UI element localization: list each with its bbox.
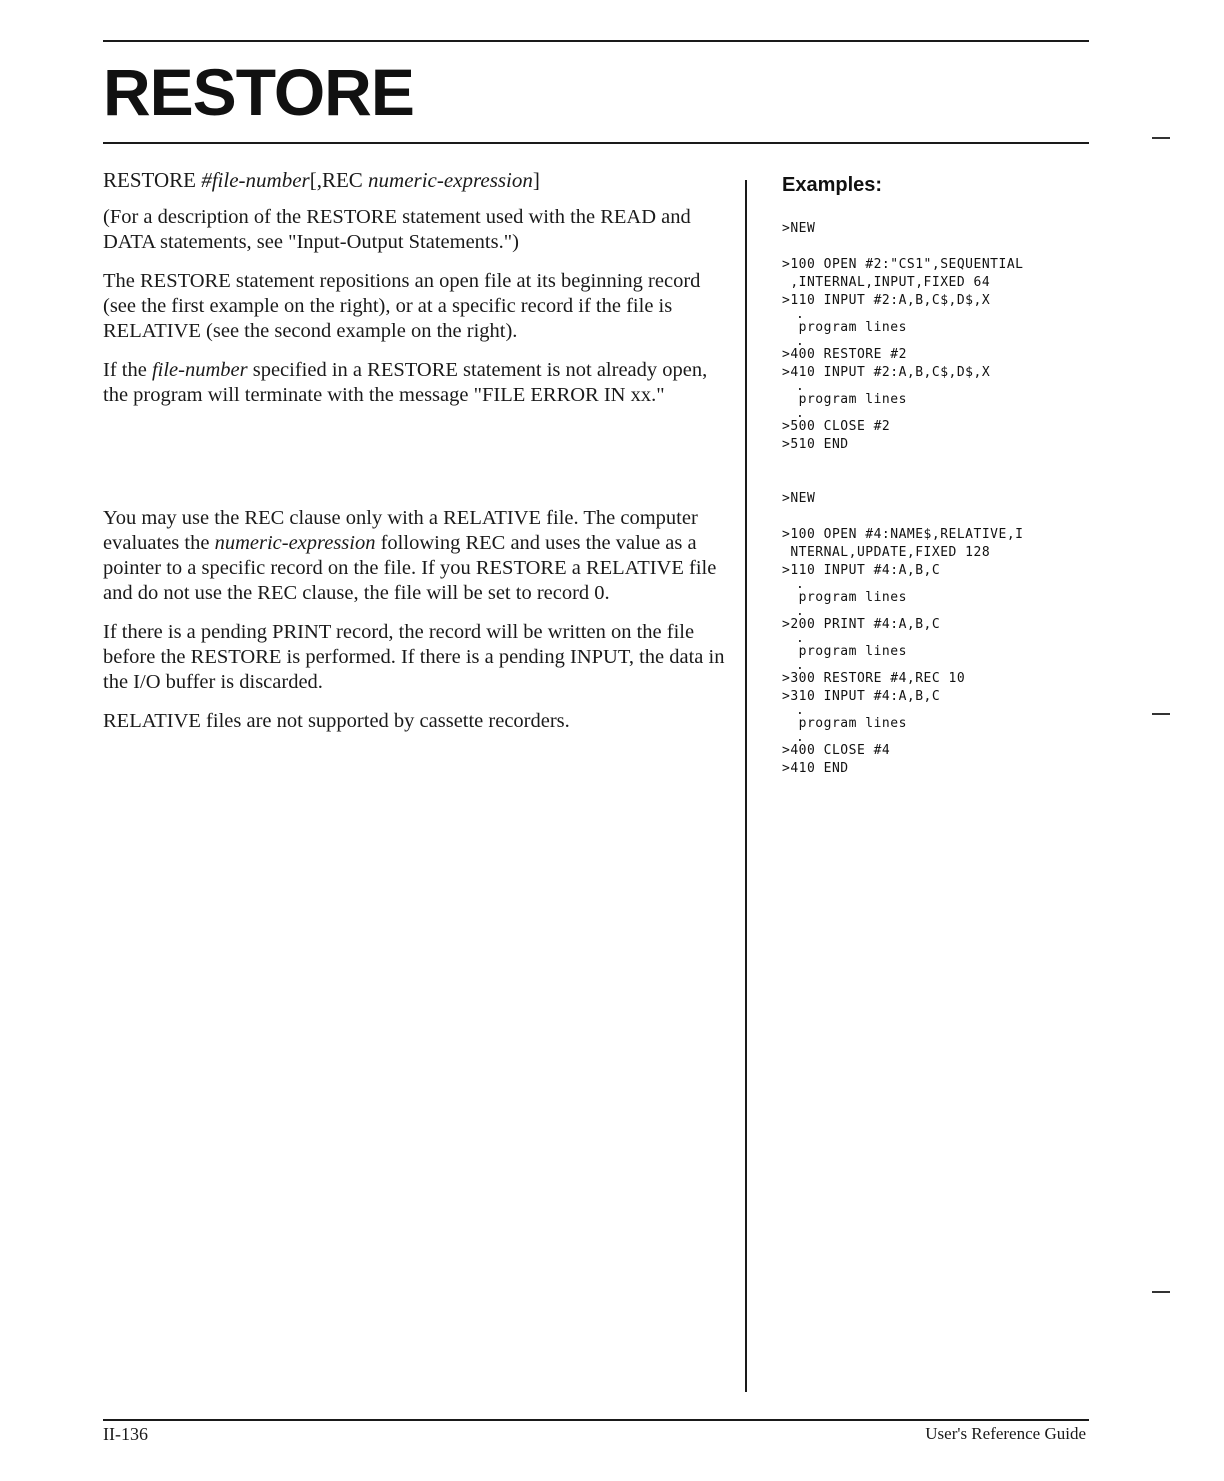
syntax-file-number: #file-number [201,168,310,192]
ellipsis-dot: . [796,658,805,673]
ellipsis-dot: . [796,307,805,322]
code-line: >500 CLOSE #2 [782,419,891,434]
paragraph-file-error [103,358,728,408]
code-line: program lines [782,392,907,407]
code-line: program lines [782,590,907,605]
paragraph-see-also: (For a description of the RESTORE statement used with the READ and DATA statements, see "Input-Output Statements.") [103,206,691,253]
code-line: >410 INPUT #2:A,B,C$,D$,X [782,365,991,380]
paragraph-rec-clause-part1: You may use the REC clause only with a RELATIVE file. The computer evaluates the [103,507,698,554]
ellipsis-dot: . [796,334,805,349]
description-column [103,168,728,748]
syntax-line [103,168,728,193]
footer-rule [103,1419,1089,1421]
paragraph-pending-print: If there is a pending PRINT record, the record will be written on the file before the RESTORE is performed. If there is a pending INPUT, the data in the I/O buffer is discarded. [103,621,725,693]
ellipsis-dot: . [796,406,805,421]
code-line: >410 END [782,761,849,776]
code-line: program lines [782,716,907,731]
paragraph-file-error-part1: If the [103,359,152,381]
paragraph-gap [103,422,728,506]
syntax-numeric-expression: numeric-expression [368,168,533,192]
example-gap [782,454,1102,490]
paragraph-rec-clause [103,506,728,606]
page-number: II-136 [103,1424,148,1444]
examples-column [782,172,1102,778]
margin-tick [1152,137,1170,139]
paragraph-repositions: The RESTORE statement repositions an open file at its beginning record (see the first example on the right), or at a specific record if the file is RELATIVE (see the second example on the right). [103,270,701,342]
ellipsis-dot: . [796,631,805,646]
ellipsis-dot: . [796,730,805,745]
paragraph-rec-clause-part2: following REC and uses the value as a pointer to a specific record on the file. If you RESTORE a RELATIVE file and do not use the REC clause, the file will be set to record 0. [103,532,717,604]
code-line: NTERNAL,UPDATE,FIXED 128 [782,545,991,560]
code-line: >110 INPUT #4:A,B,C [782,563,941,578]
paragraph-file-error-part2: specified in a RESTORE statement is not already open, the program will terminate with the message "FILE ERROR IN xx." [103,359,708,406]
ellipsis-dot: . [796,379,805,394]
code-line: program lines [782,320,907,335]
ellipsis-dot: . [796,577,805,592]
syntax-rec-keyword: [,REC [309,168,369,192]
paragraph-rec-clause-italic: numeric-expression [214,532,376,554]
code-line: >510 END [782,437,849,452]
code-line: program lines [782,644,907,659]
page-title: RESTORE [103,55,414,129]
book-title: User's Reference Guide [925,1424,1086,1443]
code-line: >100 OPEN #2:"CS1",SEQUENTIAL [782,257,1024,272]
paragraph-cassette: RELATIVE files are not supported by cassette recorders. [103,710,570,732]
code-line: >400 RESTORE #2 [782,347,907,362]
code-line: >NEW [782,221,816,236]
ellipsis-dot: . [796,604,805,619]
code-example-relative [782,490,1102,778]
ellipsis-dot: . [796,703,805,718]
paragraph-file-error-italic: file-number [151,359,248,381]
code-line: >300 RESTORE #4,REC 10 [782,671,966,686]
examples-heading: Examples: [782,174,883,196]
syntax-keyword: RESTORE [103,168,202,192]
syntax-close-bracket: ] [532,168,540,192]
title-underline-rule [103,142,1089,144]
margin-tick [1152,713,1170,715]
margin-tick [1152,1291,1170,1293]
code-line: ,INTERNAL,INPUT,FIXED 64 [782,275,991,290]
code-line: >100 OPEN #4:NAME$,RELATIVE,I [782,527,1024,542]
top-rule [103,40,1089,42]
column-divider [745,180,747,1392]
code-example-sequential [782,220,1102,454]
code-line: >200 PRINT #4:A,B,C [782,617,941,632]
code-line: >110 INPUT #2:A,B,C$,D$,X [782,293,991,308]
code-line: >310 INPUT #4:A,B,C [782,689,941,704]
code-line: >NEW [782,491,816,506]
code-line: >400 CLOSE #4 [782,743,891,758]
